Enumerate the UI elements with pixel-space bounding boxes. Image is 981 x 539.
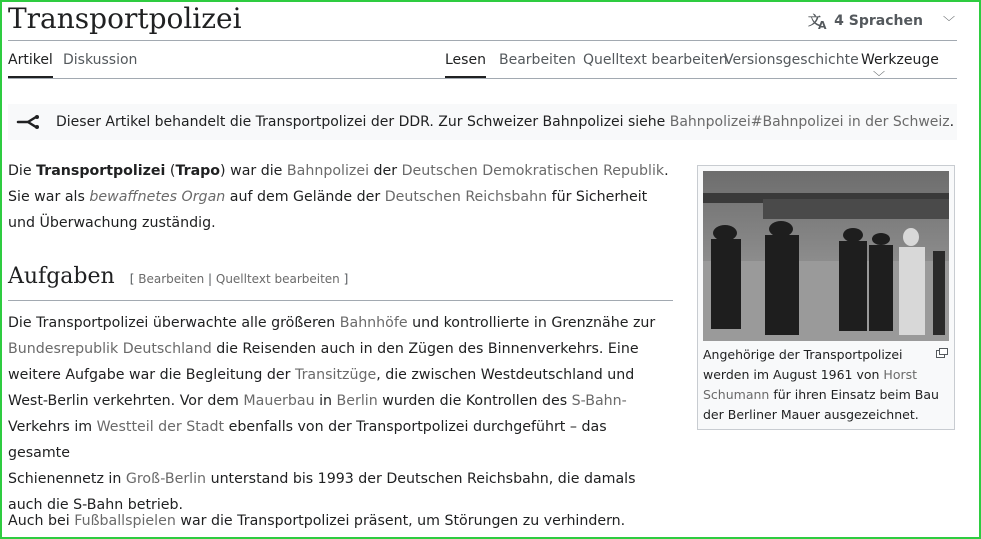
tools-menu[interactable] <box>861 52 957 85</box>
link-bahnhoefe[interactable]: Bahnhöfe <box>339 315 408 331</box>
tab-diskussion[interactable]: Diskussion <box>63 52 138 68</box>
language-label: 4 Sprachen <box>834 13 923 29</box>
tab-lesen[interactable]: Lesen <box>445 52 486 68</box>
fussball-paragraph: Auch bei Fußballspielen war die Transportpolizei präsent, um Störungen zu verhindern. <box>8 513 626 529</box>
tab-versionsgeschichte[interactable]: Versionsgeschichte <box>724 52 859 68</box>
link-deutsche-reichsbahn[interactable]: Deutschen Reichsbahn <box>384 189 548 205</box>
language-selector[interactable] <box>808 12 955 30</box>
page-tabs <box>8 40 957 84</box>
hatnote-link[interactable]: Bahnpolizei#Bahnpolizei in der Schweiz <box>669 114 950 130</box>
link-transitzuege[interactable]: Transitzüge <box>295 367 377 383</box>
link-horst-schumann-2[interactable]: Schumann <box>703 387 770 402</box>
image-thumbnail <box>697 165 955 430</box>
tab-quelltext-bearbeiten[interactable]: Quelltext bearbeiten <box>583 52 728 68</box>
translate-icon <box>808 12 828 30</box>
chevron-down-icon: ﹀ <box>942 14 955 29</box>
link-mauerbau[interactable]: Mauerbau <box>243 393 315 409</box>
photo-transportpolizei[interactable] <box>703 171 949 341</box>
link-brd[interactable]: Bundesrepublik Deutschland <box>8 341 212 357</box>
disambiguation-icon <box>16 114 40 130</box>
tab-artikel[interactable]: Artikel <box>8 52 53 68</box>
tools-label: Werkzeuge <box>861 52 939 68</box>
page-title: Transportpolizei <box>8 2 242 35</box>
link-bahnpolizei[interactable]: Bahnpolizei <box>286 163 370 179</box>
link-berlin[interactable]: Berlin <box>336 393 378 409</box>
intro-paragraph: Die Transportpolizei (Trapo) war die Bahnpolizei der Deutschen Demokratischen Republik. Sie war als bewaffnetes Organ auf dem Gelände der Deutschen Reichsbahn für Sicherheit und Überwachung zuständig. <box>8 163 669 231</box>
section-heading: Aufgaben <box>8 264 115 289</box>
link-ddr[interactable]: Deutschen Demokratischen Republik <box>401 163 665 179</box>
link-s-bahn[interactable]: S-Bahn- <box>571 393 627 409</box>
svg-text:A: A <box>818 19 827 30</box>
hatnote-text: Dieser Artikel behandelt die Transportpolizei der DDR. Zur Schweizer Bahnpolizei siehe Bahnpolizei#Bahnpolizei in der Schweiz. <box>56 114 955 130</box>
image-caption: Angehörige der Transportpolizei werden im August 1961 von Horst Schumann für ihren Einsatz beim Bau der Berliner Mauer ausgezeichnet. <box>703 347 939 422</box>
svg-text:文: 文 <box>808 14 822 29</box>
section-edit-links: [ Bearbeiten | Quelltext bearbeiten ] <box>129 272 349 286</box>
aufgaben-paragraph: Die Transportpolizei überwachte alle größeren Bahnhöfe und kontrollierte in Grenznähe zur Bundesrepublik Deutschland die Reisenden auch in den Zügen des Binnenverkehrs. Eine weitere Aufgabe war die Begleitung der Transitzüge, die zwischen Westdeutschland und West-Berlin verkehrten. Vor dem Mauerbau in Berlin wurden die Kontrollen des S-Bahn- Verkehrs im Westteil der Stadt ebenfalls von der Transportpolizei durchgeführt – das gesamte Schienennetz in Groß-Berlin unterstand bis 1993 der Deutschen Reichsbahn, die damals auch die S-Bahn betrieb. <box>8 315 656 513</box>
link-bewaffnetes-organ[interactable]: bewaffnetes Organ <box>89 189 226 205</box>
tab-bearbeiten[interactable]: Bearbeiten <box>499 52 576 68</box>
link-horst-schumann[interactable]: Horst <box>883 367 918 382</box>
chevron-down-icon: ﹀ <box>873 70 886 84</box>
section-source-edit-link[interactable]: Quelltext bearbeiten <box>215 272 340 286</box>
link-westteil[interactable]: Westteil der Stadt <box>96 419 225 435</box>
hatnote <box>8 104 957 140</box>
section-edit-link[interactable]: Bearbeiten <box>138 272 205 286</box>
link-gross-berlin[interactable]: Groß-Berlin <box>125 471 207 487</box>
section-heading-aufgaben <box>8 264 673 301</box>
link-fussballspiele[interactable]: Fußballspielen <box>74 513 176 529</box>
